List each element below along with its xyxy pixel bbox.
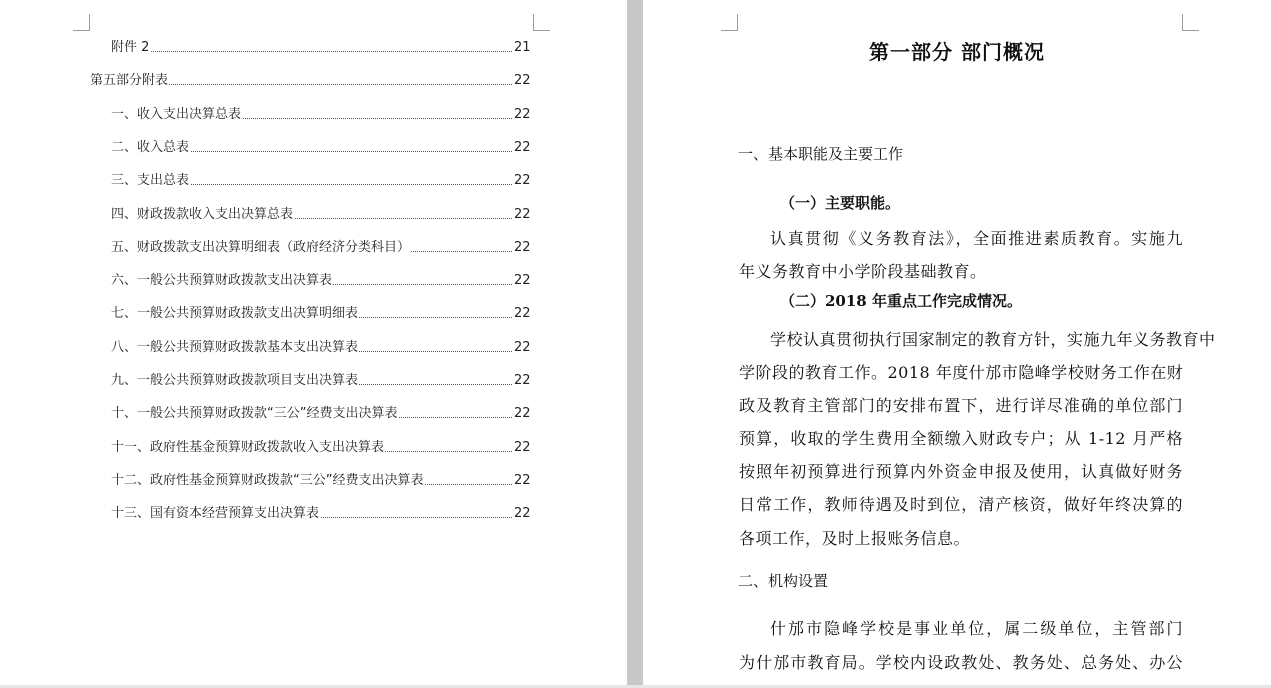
toc-entry-page-number: 22 — [514, 306, 531, 321]
subheading-key-work-2018: （二）2018 年重点工作完成情况。 — [780, 292, 1022, 310]
toc-entry[interactable] — [0, 105, 627, 125]
toc-entry[interactable] — [0, 138, 627, 158]
toc-entry-title: 一、收入支出决算总表 — [111, 105, 242, 125]
crop-mark-top-right — [1182, 14, 1199, 31]
toc-entry[interactable] — [0, 304, 627, 324]
crop-mark-top-right — [533, 14, 550, 31]
toc-entry-title: 十三、国有资本经营预算支出决算表 — [111, 504, 320, 524]
toc-entry-title: 七、一般公共预算财政拨款支出决算明细表 — [111, 304, 359, 324]
toc-entry-page-number: 21 — [514, 40, 531, 55]
toc-entry-page-number: 22 — [514, 373, 531, 388]
toc-entry-title: 八、一般公共预算财政拨款基本支出决算表 — [111, 338, 359, 358]
toc-entry-page-number: 22 — [514, 107, 531, 122]
toc-entry-title: 十二、政府性基金预算财政拨款“三公”经费支出决算表 — [111, 471, 424, 491]
toc-entry[interactable] — [0, 171, 627, 191]
toc-entry-page-number: 22 — [514, 173, 531, 188]
toc-entry-page-number: 22 — [514, 207, 531, 222]
paragraph-line: 预算，收取的学生费用全额缴入财政专户；从 1-12 月严格 — [739, 429, 1183, 448]
toc-entry-page-number: 22 — [514, 440, 531, 455]
toc-leader-dots — [111, 51, 512, 52]
toc-entry-title: 第五部分附表 — [90, 71, 169, 91]
toc-entry-page-number: 22 — [514, 473, 531, 488]
subheading-main-functions: （一）主要职能。 — [780, 194, 901, 212]
toc-entry-title: 三、支出总表 — [111, 171, 190, 191]
toc-entry-page-number: 22 — [514, 406, 531, 421]
section-heading-basic-functions: 一、基本职能及主要工作 — [738, 145, 904, 163]
toc-entry[interactable] — [0, 504, 627, 524]
toc-entry-title: 四、财政拨款收入支出决算总表 — [111, 205, 294, 225]
page-title: 第一部分 部门概况 — [869, 40, 1045, 64]
crop-mark-top-left — [721, 14, 738, 31]
toc-entry[interactable] — [0, 205, 627, 225]
toc-entry-title: 十、一般公共预算财政拨款“三公”经费支出决算表 — [111, 404, 398, 424]
paragraph-line: 什邡市隐峰学校是事业单位，属二级单位，主管部门 — [770, 619, 1183, 638]
toc-entry[interactable] — [0, 238, 627, 258]
toc-entry-title: 附件 2 — [111, 38, 150, 58]
paragraph-line: 认真贯彻《义务教育法》，全面推进素质教育。实施九 — [770, 229, 1183, 248]
paragraph-line: 各项工作，及时上报账务信息。 — [739, 529, 971, 548]
paragraph-line: 年义务教育中小学阶段基础教育。 — [739, 262, 987, 281]
toc-entry-title: 六、一般公共预算财政拨款支出决算表 — [111, 271, 333, 291]
toc-entry[interactable] — [0, 71, 627, 91]
toc-entry-title: 五、财政拨款支出决算明细表（政府经济分类科目） — [111, 238, 411, 258]
document-page-left — [0, 0, 627, 688]
section-heading-organization: 二、机构设置 — [738, 572, 829, 590]
toc-entry[interactable] — [0, 404, 627, 424]
paragraph-line: 日常工作，教师待遇及时到位，清产核资，做好年终决算的 — [739, 495, 1183, 514]
toc-entry-page-number: 22 — [514, 140, 531, 155]
toc-entry[interactable] — [0, 371, 627, 391]
toc-entry-title: 二、收入总表 — [111, 138, 190, 158]
crop-mark-top-left — [73, 14, 90, 31]
toc-entry-page-number: 22 — [514, 240, 531, 255]
toc-entry-page-number: 22 — [514, 73, 531, 88]
toc-entry-page-number: 22 — [514, 506, 531, 521]
toc-entry[interactable] — [0, 271, 627, 291]
toc-entry[interactable] — [0, 38, 627, 58]
page-gutter — [627, 0, 643, 688]
toc-entry-page-number: 22 — [514, 340, 531, 355]
paragraph-line: 学阶段的教育工作。2018 年度什邡市隐峰学校财务工作在财 — [739, 363, 1184, 382]
document-page-right — [643, 0, 1271, 688]
toc-entry[interactable] — [0, 438, 627, 458]
toc-entry-page-number: 22 — [514, 273, 531, 288]
paragraph-line: 按照年初预算进行预算内外资金申报及使用，认真做好财务 — [739, 462, 1183, 481]
toc-entry-title: 九、一般公共预算财政拨款项目支出决算表 — [111, 371, 359, 391]
toc-entry[interactable] — [0, 471, 627, 491]
paragraph-line: 为什邡市教育局。学校内设政教处、教务处、总务处、办公 — [739, 653, 1183, 672]
paragraph-line: 政及教育主管部门的安排布置下，进行详尽准确的单位部门 — [739, 396, 1183, 415]
paragraph-line: 学校认真贯彻执行国家制定的教育方针，实施九年义务教育中 — [770, 330, 1216, 349]
toc-entry-title: 十一、政府性基金预算财政拨款收入支出决算表 — [111, 438, 385, 458]
toc-entry[interactable] — [0, 338, 627, 358]
